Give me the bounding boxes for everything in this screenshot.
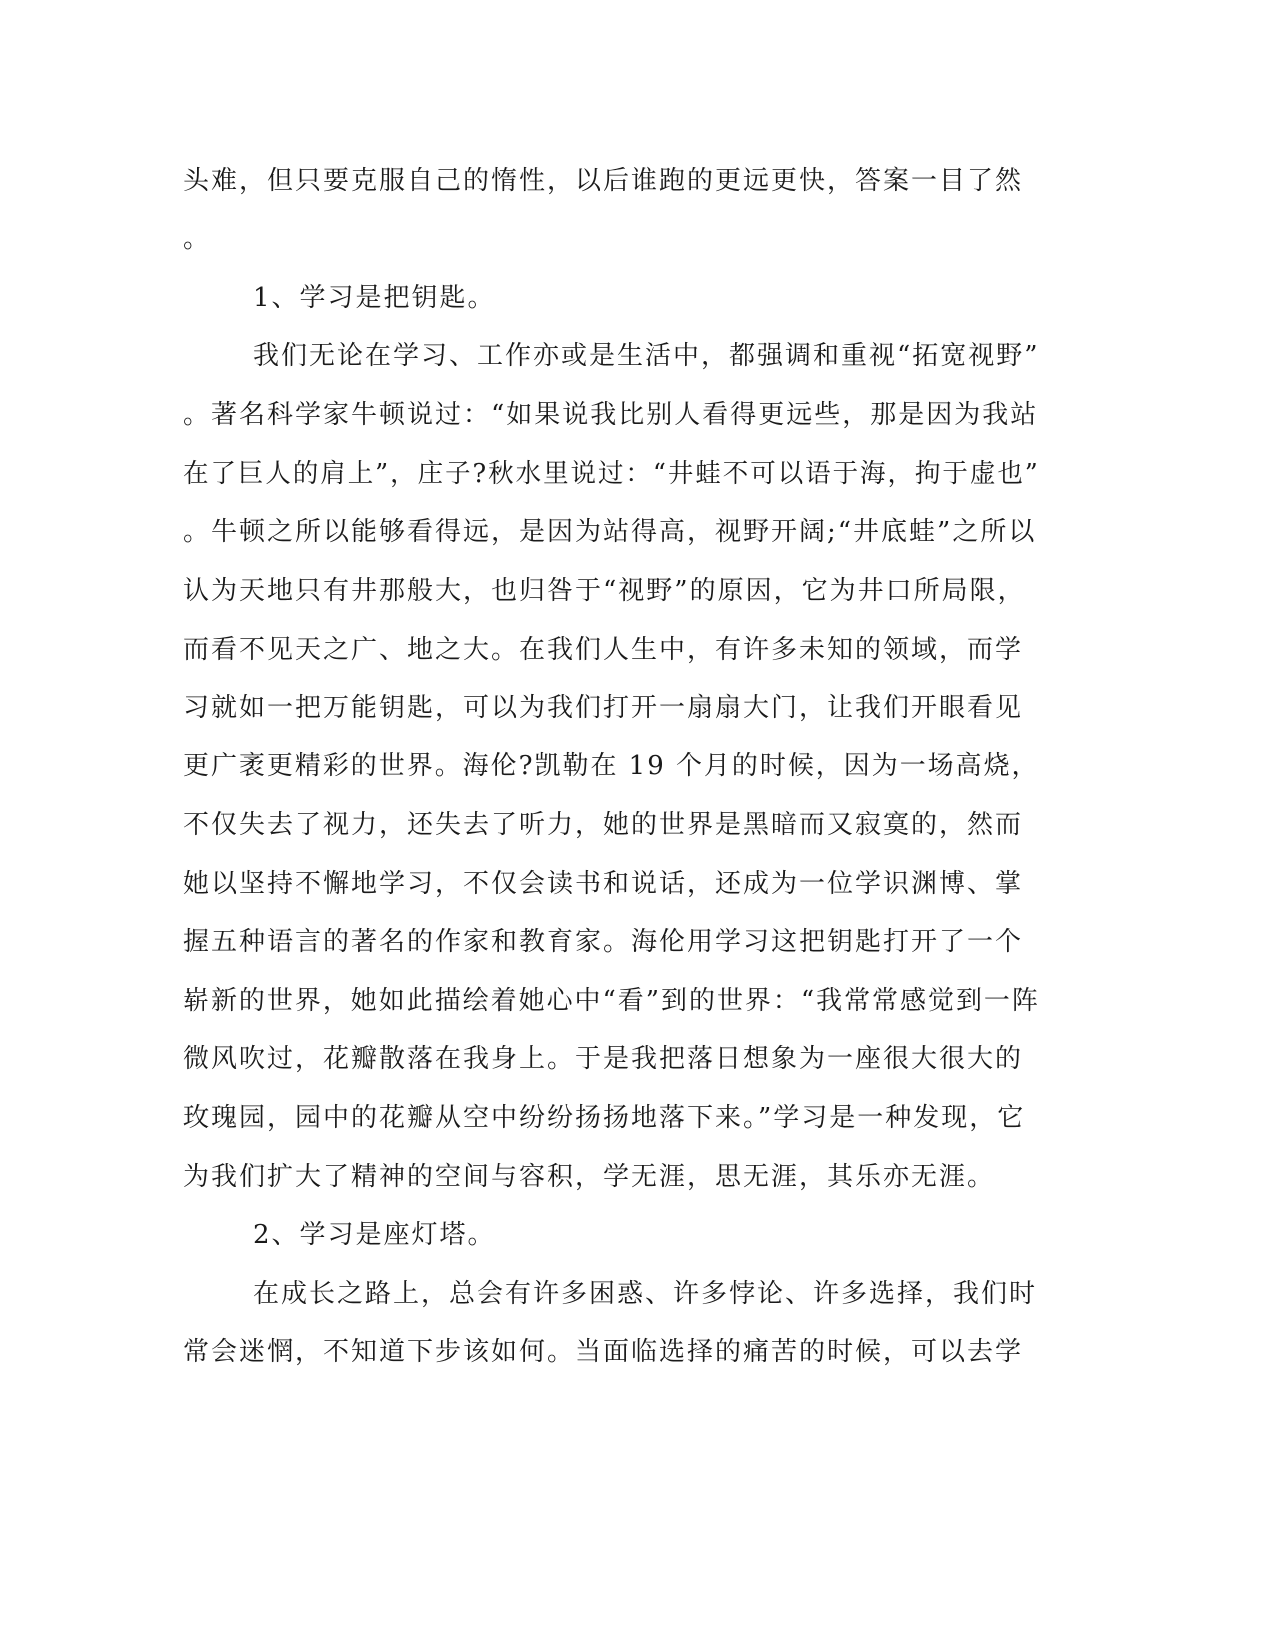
text-line: 在了巨人的肩上”，庄子?秋水里说过：“井蛙不可以语于海，拘于虚也” xyxy=(183,459,1040,489)
text-line: 习就如一把万能钥匙，可以为我们打开一扇扇大门，让我们开眼看见 xyxy=(183,693,1024,723)
text-line: 我们无论在学习、工作亦或是生活中，都强调和重视“拓宽视野” xyxy=(253,341,1040,371)
text-line: 她以坚持不懈地学习，不仅会读书和说话，还成为一位学识渊博、掌 xyxy=(183,869,1024,899)
text-line: 在成长之路上，总会有许多困惑、许多悖论、许多选择，我们时 xyxy=(253,1279,1038,1309)
text-line: 握五种语言的著名的作家和教育家。海伦用学习这把钥匙打开了一个 xyxy=(183,927,1024,957)
section-heading: 2、学习是座灯塔。 xyxy=(253,1220,496,1250)
text-line: 而看不见天之广、地之大。在我们人生中，有许多未知的领域，而学 xyxy=(183,635,1024,665)
text-line: 更广袤更精彩的世界。海伦?凯勒在 19 个月的时候，因为一场高烧， xyxy=(183,751,1040,781)
text-line: 。牛顿之所以能够看得远，是因为站得高，视野开阔;“井底蛙”之所以 xyxy=(183,517,1037,547)
text-line: 为我们扩大了精神的空间与容积，学无涯，思无涯，其乐亦无涯。 xyxy=(183,1162,996,1192)
text-line: 玫瑰园，园中的花瓣从空中纷纷扬扬地落下来。”学习是一种发现，它 xyxy=(183,1103,1026,1133)
text-line: 认为天地只有井那般大，也归咎于“视野”的原因，它为井口所局限， xyxy=(183,576,1026,606)
text-line: 头难，但只要克服自己的惰性，以后谁跑的更远更快，答案一目了然 xyxy=(183,166,1024,196)
text-line: 微风吹过，花瓣散落在我身上。于是我把落日想象为一座很大很大的 xyxy=(183,1044,1024,1074)
text-line: 。 xyxy=(183,224,212,254)
text-line: 。著名科学家牛顿说过：“如果说我比别人看得更远些，那是因为我站 xyxy=(183,400,1039,430)
section-heading: 1、学习是把钥匙。 xyxy=(253,283,496,313)
text-line: 常会迷惘，不知道下步该如何。当面临选择的痛苦的时候，可以去学 xyxy=(183,1337,1024,1367)
text-line: 崭新的世界，她如此描绘着她心中“看”到的世界：“我常常感觉到一阵 xyxy=(183,986,1040,1016)
text-line: 不仅失去了视力，还失去了听力，她的世界是黑暗而又寂寞的，然而 xyxy=(183,810,1024,840)
